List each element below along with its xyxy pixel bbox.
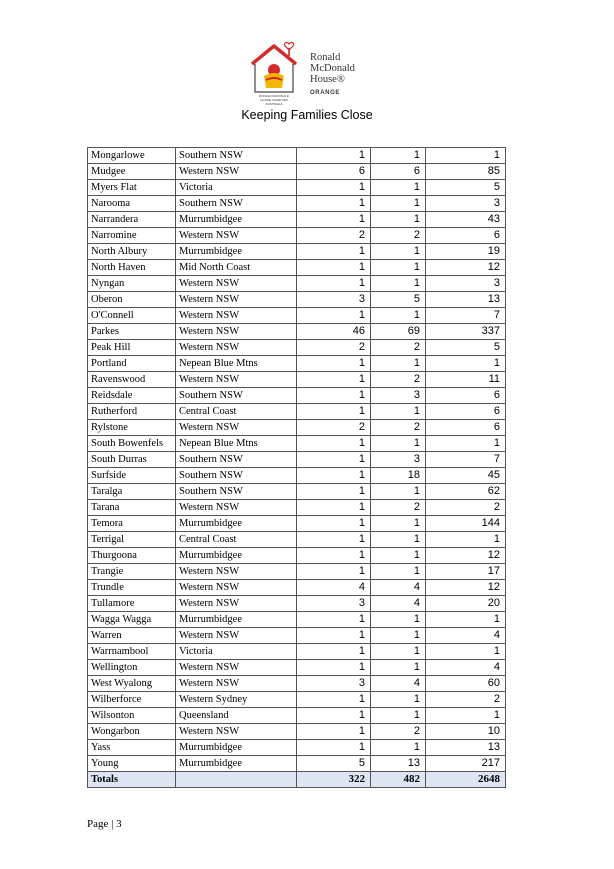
town-cell: Taralga bbox=[88, 484, 176, 500]
count-c-cell: 7 bbox=[426, 308, 506, 324]
region-cell: Victoria bbox=[176, 644, 297, 660]
count-b-cell: 1 bbox=[371, 660, 426, 676]
count-a-cell: 1 bbox=[297, 532, 371, 548]
count-b-cell: 1 bbox=[371, 180, 426, 196]
region-cell: Western NSW bbox=[176, 292, 297, 308]
town-cell: Mudgee bbox=[88, 164, 176, 180]
count-b-cell: 69 bbox=[371, 324, 426, 340]
town-cell: Oberon bbox=[88, 292, 176, 308]
table-row bbox=[88, 580, 506, 596]
town-cell: Surfside bbox=[88, 468, 176, 484]
town-cell: Wilberforce bbox=[88, 692, 176, 708]
count-a-cell: 1 bbox=[297, 612, 371, 628]
town-cell: Mongarlowe bbox=[88, 148, 176, 164]
count-b-cell: 1 bbox=[371, 740, 426, 756]
count-b-cell: 1 bbox=[371, 548, 426, 564]
region-cell: Murrumbidgee bbox=[176, 516, 297, 532]
town-cell: North Albury bbox=[88, 244, 176, 260]
count-a-cell: 1 bbox=[297, 276, 371, 292]
table-row bbox=[88, 244, 506, 260]
count-b-cell: 1 bbox=[371, 628, 426, 644]
count-b-cell: 18 bbox=[371, 468, 426, 484]
table-row bbox=[88, 260, 506, 276]
count-c-cell: 1 bbox=[426, 148, 506, 164]
count-c-cell: 17 bbox=[426, 564, 506, 580]
count-a-cell: 1 bbox=[297, 260, 371, 276]
table-row bbox=[88, 564, 506, 580]
count-c-cell: 12 bbox=[426, 260, 506, 276]
count-b-cell: 13 bbox=[371, 756, 426, 772]
count-b-cell: 1 bbox=[371, 404, 426, 420]
region-cell: Western NSW bbox=[176, 164, 297, 180]
count-a-cell: 1 bbox=[297, 468, 371, 484]
table-row bbox=[88, 292, 506, 308]
count-a-cell: 1 bbox=[297, 484, 371, 500]
region-cell: Queensland bbox=[176, 708, 297, 724]
table-row bbox=[88, 628, 506, 644]
table-row bbox=[88, 676, 506, 692]
totals-a: 322 bbox=[297, 772, 371, 788]
count-b-cell: 5 bbox=[371, 292, 426, 308]
town-cell: South Durras bbox=[88, 452, 176, 468]
town-cell: Wagga Wagga bbox=[88, 612, 176, 628]
table-row bbox=[88, 740, 506, 756]
count-c-cell: 20 bbox=[426, 596, 506, 612]
count-c-cell: 6 bbox=[426, 420, 506, 436]
count-a-cell: 3 bbox=[297, 676, 371, 692]
totals-b: 482 bbox=[371, 772, 426, 788]
town-cell: Narrandera bbox=[88, 212, 176, 228]
region-cell: Western NSW bbox=[176, 724, 297, 740]
count-b-cell: 2 bbox=[371, 420, 426, 436]
table-body bbox=[88, 148, 506, 788]
town-cell: Wongarbon bbox=[88, 724, 176, 740]
page-number: Page | 3 bbox=[87, 818, 122, 830]
table-row bbox=[88, 660, 506, 676]
region-cell: Southern NSW bbox=[176, 452, 297, 468]
totals-label: Totals bbox=[88, 772, 176, 788]
count-a-cell: 1 bbox=[297, 740, 371, 756]
count-a-cell: 1 bbox=[297, 436, 371, 452]
count-c-cell: 13 bbox=[426, 740, 506, 756]
count-a-cell: 1 bbox=[297, 308, 371, 324]
count-b-cell: 4 bbox=[371, 580, 426, 596]
town-cell: Tarana bbox=[88, 500, 176, 516]
count-c-cell: 6 bbox=[426, 404, 506, 420]
count-c-cell: 60 bbox=[426, 676, 506, 692]
count-b-cell: 1 bbox=[371, 644, 426, 660]
table-row bbox=[88, 164, 506, 180]
region-cell: Victoria bbox=[176, 180, 297, 196]
town-cell: O'Connell bbox=[88, 308, 176, 324]
table-row bbox=[88, 308, 506, 324]
count-b-cell: 1 bbox=[371, 260, 426, 276]
count-b-cell: 1 bbox=[371, 564, 426, 580]
town-cell: Warrnambool bbox=[88, 644, 176, 660]
logo-wordmark bbox=[310, 52, 355, 99]
count-b-cell: 2 bbox=[371, 724, 426, 740]
count-a-cell: 3 bbox=[297, 596, 371, 612]
totals-c: 2648 bbox=[426, 772, 506, 788]
count-c-cell: 85 bbox=[426, 164, 506, 180]
region-cell: Western NSW bbox=[176, 308, 297, 324]
count-a-cell: 1 bbox=[297, 388, 371, 404]
count-a-cell: 1 bbox=[297, 500, 371, 516]
count-a-cell: 2 bbox=[297, 420, 371, 436]
count-c-cell: 1 bbox=[426, 612, 506, 628]
town-cell: Young bbox=[88, 756, 176, 772]
totals-row bbox=[88, 772, 506, 788]
count-c-cell: 1 bbox=[426, 708, 506, 724]
region-cell: Western Sydney bbox=[176, 692, 297, 708]
count-a-cell: 1 bbox=[297, 452, 371, 468]
table-row bbox=[88, 756, 506, 772]
count-a-cell: 1 bbox=[297, 356, 371, 372]
table-row bbox=[88, 468, 506, 484]
region-cell: Central Coast bbox=[176, 404, 297, 420]
region-cell: Murrumbidgee bbox=[176, 740, 297, 756]
town-cell: Wellington bbox=[88, 660, 176, 676]
count-c-cell: 43 bbox=[426, 212, 506, 228]
table-row bbox=[88, 516, 506, 532]
table-row bbox=[88, 500, 506, 516]
town-cell: Myers Flat bbox=[88, 180, 176, 196]
region-cell: Western NSW bbox=[176, 372, 297, 388]
families-by-town-table bbox=[87, 147, 506, 788]
region-cell: Western NSW bbox=[176, 676, 297, 692]
region-cell: Southern NSW bbox=[176, 388, 297, 404]
count-c-cell: 2 bbox=[426, 500, 506, 516]
town-cell: North Haven bbox=[88, 260, 176, 276]
table-row bbox=[88, 340, 506, 356]
count-b-cell: 1 bbox=[371, 212, 426, 228]
region-cell: Southern NSW bbox=[176, 148, 297, 164]
town-cell: Terrigal bbox=[88, 532, 176, 548]
count-c-cell: 217 bbox=[426, 756, 506, 772]
count-c-cell: 3 bbox=[426, 196, 506, 212]
town-cell: Narromine bbox=[88, 228, 176, 244]
count-b-cell: 4 bbox=[371, 676, 426, 692]
table-row bbox=[88, 372, 506, 388]
count-b-cell: 6 bbox=[371, 164, 426, 180]
count-c-cell: 5 bbox=[426, 340, 506, 356]
town-cell: Nyngan bbox=[88, 276, 176, 292]
table-row bbox=[88, 532, 506, 548]
region-cell: Murrumbidgee bbox=[176, 548, 297, 564]
count-c-cell: 337 bbox=[426, 324, 506, 340]
count-b-cell: 1 bbox=[371, 308, 426, 324]
town-cell: Parkes bbox=[88, 324, 176, 340]
town-cell: Rylstone bbox=[88, 420, 176, 436]
town-cell: Reidsdale bbox=[88, 388, 176, 404]
count-a-cell: 3 bbox=[297, 292, 371, 308]
table-row bbox=[88, 276, 506, 292]
table-row bbox=[88, 388, 506, 404]
region-cell: Nepean Blue Mtns bbox=[176, 436, 297, 452]
count-b-cell: 1 bbox=[371, 356, 426, 372]
count-a-cell: 1 bbox=[297, 196, 371, 212]
count-c-cell: 4 bbox=[426, 628, 506, 644]
ronald-mcdonald-house-logo-icon bbox=[246, 34, 302, 108]
table-row bbox=[88, 596, 506, 612]
count-c-cell: 12 bbox=[426, 580, 506, 596]
count-b-cell: 1 bbox=[371, 436, 426, 452]
region-cell: Western NSW bbox=[176, 420, 297, 436]
rmh-logo bbox=[246, 34, 376, 110]
count-a-cell: 2 bbox=[297, 340, 371, 356]
count-c-cell: 1 bbox=[426, 532, 506, 548]
region-cell: Western NSW bbox=[176, 580, 297, 596]
count-a-cell: 1 bbox=[297, 372, 371, 388]
count-a-cell: 1 bbox=[297, 516, 371, 532]
table-row bbox=[88, 228, 506, 244]
count-a-cell: 1 bbox=[297, 212, 371, 228]
count-a-cell: 1 bbox=[297, 548, 371, 564]
count-b-cell: 2 bbox=[371, 340, 426, 356]
logo-name-line1: Ronald bbox=[310, 52, 341, 63]
count-b-cell: 1 bbox=[371, 612, 426, 628]
town-cell: Yass bbox=[88, 740, 176, 756]
town-cell: West Wyalong bbox=[88, 676, 176, 692]
table-row bbox=[88, 180, 506, 196]
count-c-cell: 1 bbox=[426, 436, 506, 452]
count-a-cell: 1 bbox=[297, 692, 371, 708]
region-cell: Western NSW bbox=[176, 340, 297, 356]
count-b-cell: 1 bbox=[371, 692, 426, 708]
town-cell: Temora bbox=[88, 516, 176, 532]
town-cell: South Bowenfels bbox=[88, 436, 176, 452]
tagline: Keeping Families Close bbox=[241, 108, 373, 122]
table-row bbox=[88, 692, 506, 708]
logo-name-line2: McDonald bbox=[310, 63, 355, 74]
town-cell: Trangie bbox=[88, 564, 176, 580]
region-cell: Southern NSW bbox=[176, 468, 297, 484]
count-a-cell: 1 bbox=[297, 180, 371, 196]
count-b-cell: 1 bbox=[371, 148, 426, 164]
town-cell: Ravenswood bbox=[88, 372, 176, 388]
count-a-cell: 4 bbox=[297, 580, 371, 596]
region-cell: Murrumbidgee bbox=[176, 756, 297, 772]
region-cell: Western NSW bbox=[176, 228, 297, 244]
count-c-cell: 2 bbox=[426, 692, 506, 708]
table-row bbox=[88, 644, 506, 660]
count-a-cell: 1 bbox=[297, 404, 371, 420]
count-c-cell: 4 bbox=[426, 660, 506, 676]
region-cell: Murrumbidgee bbox=[176, 212, 297, 228]
count-c-cell: 5 bbox=[426, 180, 506, 196]
town-cell: Tullamore bbox=[88, 596, 176, 612]
town-cell: Narooma bbox=[88, 196, 176, 212]
region-cell: Western NSW bbox=[176, 660, 297, 676]
count-c-cell: 62 bbox=[426, 484, 506, 500]
region-cell: Southern NSW bbox=[176, 196, 297, 212]
svg-text:RONALD McDONALD: RONALD McDONALD bbox=[259, 94, 289, 98]
region-cell: Mid North Coast bbox=[176, 260, 297, 276]
region-cell: Central Coast bbox=[176, 532, 297, 548]
region-cell: Nepean Blue Mtns bbox=[176, 356, 297, 372]
table-row bbox=[88, 420, 506, 436]
table-row bbox=[88, 404, 506, 420]
table-row bbox=[88, 612, 506, 628]
town-cell: Warren bbox=[88, 628, 176, 644]
count-b-cell: 3 bbox=[371, 452, 426, 468]
count-a-cell: 1 bbox=[297, 660, 371, 676]
count-a-cell: 46 bbox=[297, 324, 371, 340]
count-b-cell: 1 bbox=[371, 484, 426, 500]
region-cell: Western NSW bbox=[176, 628, 297, 644]
region-cell: Western NSW bbox=[176, 276, 297, 292]
count-c-cell: 45 bbox=[426, 468, 506, 484]
count-a-cell: 2 bbox=[297, 228, 371, 244]
count-b-cell: 1 bbox=[371, 276, 426, 292]
region-cell: Western NSW bbox=[176, 500, 297, 516]
count-b-cell: 2 bbox=[371, 228, 426, 244]
count-a-cell: 5 bbox=[297, 756, 371, 772]
count-c-cell: 13 bbox=[426, 292, 506, 308]
count-a-cell: 1 bbox=[297, 148, 371, 164]
count-c-cell: 12 bbox=[426, 548, 506, 564]
count-b-cell: 2 bbox=[371, 372, 426, 388]
table-row bbox=[88, 196, 506, 212]
town-cell: Portland bbox=[88, 356, 176, 372]
count-b-cell: 1 bbox=[371, 244, 426, 260]
table-row bbox=[88, 548, 506, 564]
town-cell: Rutherford bbox=[88, 404, 176, 420]
region-cell: Murrumbidgee bbox=[176, 244, 297, 260]
count-a-cell: 1 bbox=[297, 628, 371, 644]
town-cell: Wilsonton bbox=[88, 708, 176, 724]
count-c-cell: 3 bbox=[426, 276, 506, 292]
count-c-cell: 11 bbox=[426, 372, 506, 388]
svg-text:AUSTRALIA: AUSTRALIA bbox=[265, 102, 283, 106]
town-cell: Peak Hill bbox=[88, 340, 176, 356]
table-row bbox=[88, 452, 506, 468]
totals-region-cell bbox=[176, 772, 297, 788]
svg-text:HOUSE CHARITIES: HOUSE CHARITIES bbox=[260, 98, 288, 102]
town-cell: Trundle bbox=[88, 580, 176, 596]
count-c-cell: 6 bbox=[426, 388, 506, 404]
count-b-cell: 1 bbox=[371, 516, 426, 532]
count-c-cell: 19 bbox=[426, 244, 506, 260]
count-b-cell: 1 bbox=[371, 196, 426, 212]
count-a-cell: 6 bbox=[297, 164, 371, 180]
count-c-cell: 10 bbox=[426, 724, 506, 740]
table-row bbox=[88, 148, 506, 164]
count-c-cell: 144 bbox=[426, 516, 506, 532]
table-row bbox=[88, 212, 506, 228]
count-b-cell: 4 bbox=[371, 596, 426, 612]
count-c-cell: 7 bbox=[426, 452, 506, 468]
count-a-cell: 1 bbox=[297, 244, 371, 260]
logo-name-line3: House® bbox=[310, 74, 345, 85]
count-c-cell: 1 bbox=[426, 644, 506, 660]
table-row bbox=[88, 724, 506, 740]
table-row bbox=[88, 484, 506, 500]
count-a-cell: 1 bbox=[297, 644, 371, 660]
count-a-cell: 1 bbox=[297, 708, 371, 724]
count-a-cell: 1 bbox=[297, 564, 371, 580]
table-row bbox=[88, 356, 506, 372]
count-c-cell: 6 bbox=[426, 228, 506, 244]
region-cell: Murrumbidgee bbox=[176, 612, 297, 628]
count-b-cell: 3 bbox=[371, 388, 426, 404]
count-b-cell: 1 bbox=[371, 532, 426, 548]
count-a-cell: 1 bbox=[297, 724, 371, 740]
count-b-cell: 1 bbox=[371, 708, 426, 724]
count-b-cell: 2 bbox=[371, 500, 426, 516]
region-cell: Western NSW bbox=[176, 596, 297, 612]
region-cell: Southern NSW bbox=[176, 484, 297, 500]
table-row bbox=[88, 708, 506, 724]
count-c-cell: 1 bbox=[426, 356, 506, 372]
region-cell: Western NSW bbox=[176, 324, 297, 340]
table-row bbox=[88, 436, 506, 452]
table-row bbox=[88, 324, 506, 340]
town-cell: Thurgoona bbox=[88, 548, 176, 564]
logo-location: ORANGE bbox=[310, 90, 340, 96]
region-cell: Western NSW bbox=[176, 564, 297, 580]
